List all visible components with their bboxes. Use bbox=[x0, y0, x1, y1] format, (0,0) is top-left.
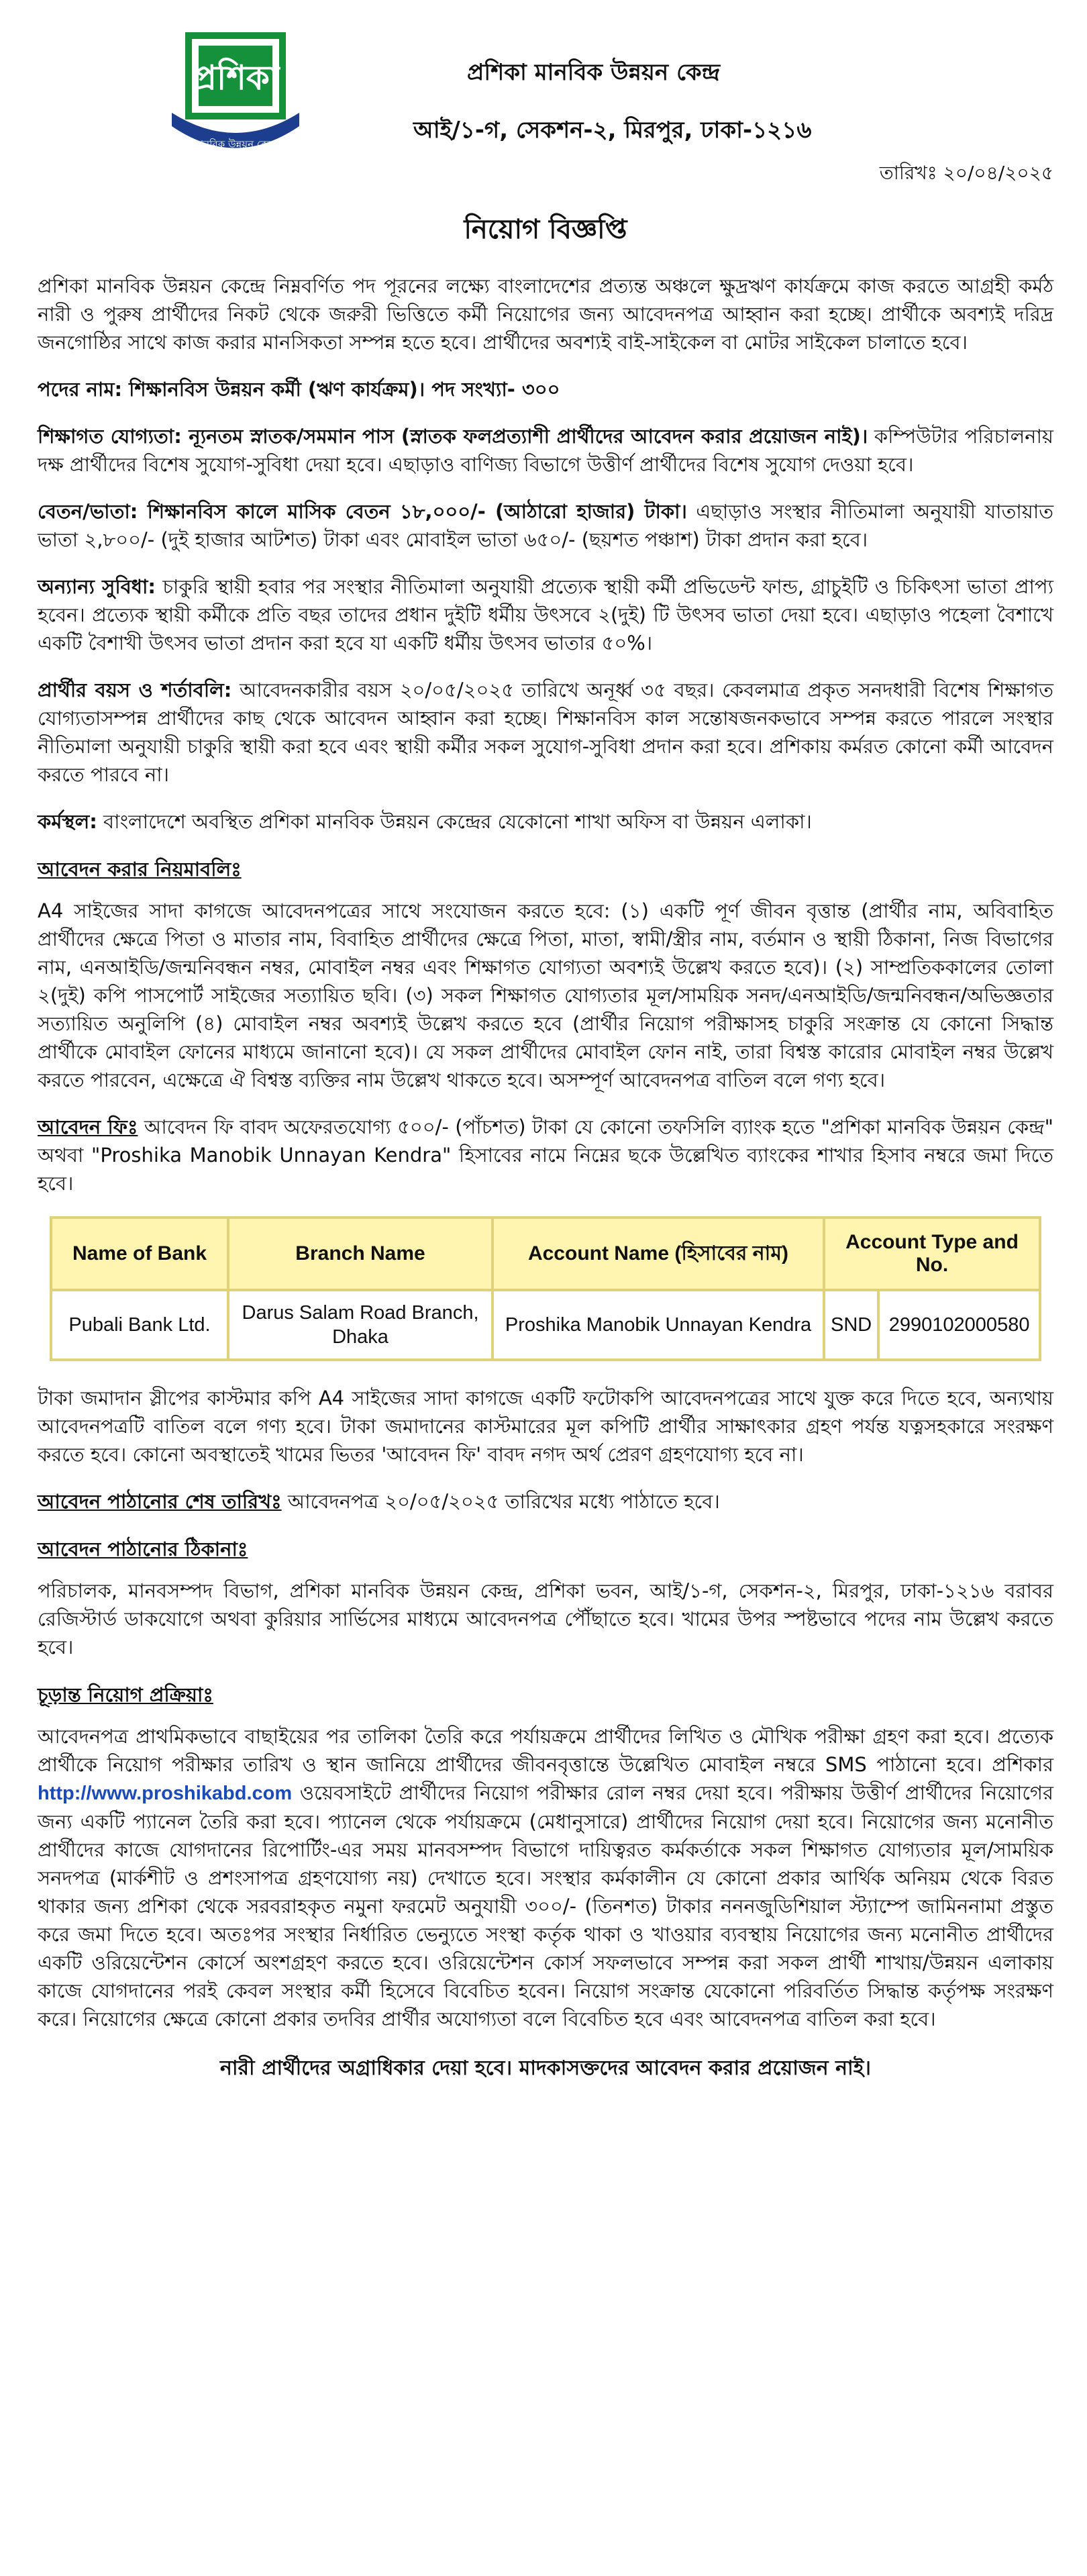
fee-paragraph bbox=[38, 1113, 1053, 1197]
salary-label: বেতন/ভাতা: bbox=[38, 500, 138, 523]
deadline-label: আবেদন পাঠানোর শেষ তারিখঃ bbox=[38, 1490, 282, 1513]
account-type-cell: SND bbox=[824, 1290, 878, 1360]
job-circular-page bbox=[38, 20, 1053, 2086]
logo-text: প্রশিকা bbox=[191, 58, 280, 97]
benefits-paragraph bbox=[38, 573, 1053, 657]
website-link[interactable]: http://www.proshikabd.com bbox=[38, 1783, 293, 1804]
fee-label: আবেদন ফিঃ bbox=[38, 1116, 138, 1138]
table-header-row bbox=[51, 1218, 1040, 1290]
organization-name: প্রশিকা মানবিক উন্নয়ন কেন্দ্র bbox=[467, 59, 721, 86]
branch-name-cell: Darus Salam Road Branch, Dhaka bbox=[228, 1290, 493, 1360]
bank-account-table bbox=[50, 1216, 1041, 1361]
organization-address: আই/১-গ, সেকশন-২, মিরপুর, ঢাকা-১২১৬ bbox=[413, 117, 812, 144]
table-row bbox=[51, 1290, 1040, 1360]
benefits-label: অন্যান্য সুবিধা: bbox=[38, 575, 156, 598]
salary-text: এছাড়াও সংস্থার নীতিমালা অনুযায়ী যাতায়াত ভাতা ২,৮০০/- (দুই হাজার আটশত) টাকা এবং মোবাইল ভাতা ৬৫০/- (ছয়শত পঞ্চাশ) টাকা প্রদান করা হবে। bbox=[38, 500, 1053, 551]
header-branch-name: Branch Name bbox=[228, 1218, 493, 1290]
age-text: আবেদনকারীর বয়স ২০/০৫/২০২৫ তারিখে অনূর্ধ্ব ৩৫ বছর। কেবলমাত্র প্রকৃত সনদধারী বিশেষ শিক্ষাগত যোগ্যতাসম্পন্ন প্রার্থীদের কাছ থেকে আবেদন আহ্বান করা হচ্ছে। শিক্ষানবিস কাল সন্তোষজনকভাবে সম্পন্ন করতে পারলে সংস্থার নীতিমালা অনুযায়ী চাকুরি স্থায়ী করা হবে এবং স্থায়ী কর্মীর সকল সুযোগ-সুবিধা প্রদান করা হবে। প্রশিকায় কর্মরত কোনো কর্মী আবেদন করতে পারবে না। bbox=[38, 679, 1054, 786]
benefits-text: চাকুরি স্থায়ী হবার পর সংস্থার নীতিমালা অনুযায়ী প্রত্যেক স্থায়ী কর্মী প্রভিডেন্ট ফান্ড, গ্রাচুইটি ও চিকিৎসা ভাতা প্রাপ্য হবেন। প্রত্যেক স্থায়ী কর্মীকে প্রতি বছর তাদের প্রধান দুইটি ধর্মীয় উৎসবে ২(দুই) টি উৎসব ভাতা দেয়া হবে। এছাড়াও পহেলা বৈশাখে একটি বৈশাখী উৎসব ভাতা প্রদান করা হবে যা একটি ধর্মীয় উৎসব ভাতার ৫০%। bbox=[38, 575, 1053, 654]
rules-paragraph: A4 সাইজের সাদা কাগজে আবেদনপত্রের সাথে সংযোজন করতে হবে: (১) একটি পূর্ণ জীবন বৃত্তান্ত (প্রার্থীর নাম, অবিবাহিত প্রার্থীদের ক্ষেত্রে পিতা ও মাতার নাম, বিবাহিত প্রার্থীদের ক্ষেত্রে পিতা, মাতা, স্বামী/স্ত্রীর নাম, বর্তমান ও স্থায়ী ঠিকানা, নিজ বিভাগের নাম, এনআইডি/জন্মনিবন্ধন নম্বর, মোবাইল নম্বর এবং শিক্ষাগত যোগ্যতা অবশ্যই উল্লেখ করতে হবে)। (২) সাম্প্রতিককালের তোলা ২(দুই) কপি পাসপোর্ট সাইজের সত্যায়িত ছবি। (৩) সকল শিক্ষাগত যোগ্যতার মূল/সাময়িক সনদ/এনআইডি/জন্মনিবন্ধন/অভিজ্ঞতার সত্যায়িত অনুলিপি (৪) মোবাইল নম্বর অবশ্যই উল্লেখ করতে হবে (প্রার্থীর নিয়োগ পরীক্ষাসহ চাকুরি সংক্রান্ত যে কোনো সিদ্ধান্ত প্রার্থীকে মোবাইল ফোনের মাধ্যমে জানানো হবে)। যে সকল প্রার্থীদের মোবাইল ফোন নাই, তারা বিশ্বস্ত কারোর মোবাইল নম্বর উল্লেখ করতে পারবেন, এক্ষেত্রে ঐ বিশ্বস্ত ব্যক্তির নাম উল্লেখ থাকতে হবে। অসম্পূর্ণ আবেদনপত্র বাতিল বলে গণ্য হবে। bbox=[38, 899, 1053, 1091]
logo-tagline: মানবিক উন্নয়ন কেন্দ্র bbox=[195, 138, 276, 150]
intro-paragraph: প্রশিকা মানবিক উন্নয়ন কেন্দ্রে নিম্নবর্ণিত পদ পূরনের লক্ষ্যে বাংলাদেশের প্রত্যন্ত অঞ্চলে ক্ষুদ্রঋণ কার্যক্রমে কাজ করতে আগ্রহী কর্মঠ নারী ও পুরুষ প্রার্থীদের নিকট থেকে জরুরী ভিত্তিতে কর্মী নিয়োগের জন্য আবেদনপত্র আহ্বান করা হচ্ছে। প্রার্থীকে অবশ্যই দরিদ্র জনগোষ্ঠির সাথে কাজ করার মানসিকতা সম্পন্ন হতে হবে। প্রার্থীদের অবশ্যই বাই-সাইকেল বা মোটর সাইকেল চালাতে হবে। bbox=[38, 275, 1053, 354]
process-paragraph bbox=[38, 1722, 1053, 2033]
notice-title: নিয়োগ বিজ্ঞপ্তি bbox=[464, 214, 627, 245]
post-line: পদের নাম: শিক্ষানবিস উন্নয়ন কর্মী (ঋণ কার্যক্রম)। পদ সংখ্যা- ৩০০ bbox=[38, 378, 560, 401]
header-account-name: Account Name (হিসাবের নাম) bbox=[493, 1218, 824, 1290]
letterhead bbox=[38, 20, 1053, 184]
address-paragraph: পরিচালক, মানবসম্পদ বিভাগ, প্রশিকা মানবিক উন্নয়ন কেন্দ্র, প্রশিকা ভবন, আই/১-গ, সেকশন-২, মিরপুর, ঢাকা-১২১৬ বরাবর রেজিস্টার্ড ডাকযোগে অথবা কুরিয়ার সার্ভিসের মাধ্যমে আবেদনপত্র পৌঁছাতে হবে। খামের উপর স্পষ্টভাবে পদের নাম উল্লেখ করতে হবে। bbox=[38, 1579, 1053, 1658]
deposit-note-paragraph: টাকা জমাদান স্লীপের কাস্টমার কপি A4 সাইজের সাদা কাগজে একটি ফটোকপি আবেদনপত্রের সাথে যুক্ত করে দিতে হবে, অন্যথায় আবেদনপত্রটি বাতিল বলে গণ্য হবে। টাকা জমাদানের কাস্টমারের মূল কপিটি প্রার্থীর সাক্ষাৎকার গ্রহণ পর্যন্ত যত্নসহকারে সংরক্ষণ করতে হবে। কোনো অবস্থাতেই খামের ভিতর 'আবেদন ফি' বাবদ নগদ অর্থ প্রেরণ গ্রহণযোগ্য হবে না। bbox=[38, 1387, 1053, 1466]
workplace-paragraph bbox=[38, 807, 1053, 836]
deadline-paragraph bbox=[38, 1487, 1053, 1516]
process-heading: চূড়ান্ত নিয়োগ প্রক্রিয়াঃ bbox=[38, 1683, 213, 1706]
age-paragraph bbox=[38, 676, 1053, 789]
account-name-cell: Proshika Manobik Unnayan Kendra bbox=[493, 1290, 824, 1360]
footer-note: নারী প্রার্থীদের অগ্রাধিকার দেয়া হবে। মাদকাসক্তদের আবেদন করার প্রয়োজন নাই। bbox=[219, 2057, 872, 2080]
bank-name-cell: Pubali Bank Ltd. bbox=[51, 1290, 228, 1360]
header-bank-name: Name of Bank bbox=[51, 1218, 228, 1290]
salary-amount: শিক্ষানবিস কালে মাসিক বেতন ১৮,০০০/- (আঠারো হাজার) টাকা। bbox=[138, 500, 687, 523]
workplace-text: বাংলাদেশে অবস্থিত প্রশিকা মানবিক উন্নয়ন কেন্দ্রের যেকোনো শাখা অফিস বা উন্নয়ন এলাকা। bbox=[97, 810, 812, 833]
proshika-logo bbox=[158, 32, 313, 170]
rules-heading: আবেদন করার নিয়মাবলিঃ bbox=[38, 858, 242, 881]
salary-paragraph bbox=[38, 497, 1053, 554]
education-paragraph bbox=[38, 422, 1053, 479]
process-text-after: ওয়েবসাইটে প্রার্থীদের নিয়োগ পরীক্ষার রোল নম্বর দেয়া হবে। পরীক্ষায় উত্তীর্ণ প্রার্থীদের নিয়োগের জন্য একটি প্যানেল তৈরি করা হবে। প্যানেল থেকে পর্যায়ক্রমে (মেধানুসারে) প্রার্থীদের নিয়োগ দেয়া হবে। নিয়োগের জন্য মনোনীত প্রার্থীদের কাজে যোগদানের রিপোর্টিং-এর সময় মানবসম্পদ বিভাগে দায়িত্বরত কর্মকর্তাকে সকল শিক্ষাগত যোগ্যতার মূল/সাময়িক সনদপত্র (মার্কশীট ও প্রশংসাপত্র গ্রহণযোগ্য নয়) দেখাতে হবে। সংস্থার কর্মকালীন যে কোনো প্রকার আর্থিক অনিয়ম থেকে বিরত থাকার জন্য প্রশিকা থেকে সরবরাহকৃত নমুনা ফরমেট অনুযায়ী ৩০০/- (তিনশত) টাকার নননজুডিশিয়াল স্ট্যাম্পে জামিননামা প্রস্তুত করে জমা দিতে হবে। অতঃপর সংস্থার নির্ধারিত ভেন্যুতে সংস্থা কর্তৃক থাকা ও খাওয়ার ব্যবস্থায় নিয়োগের জন্য মনোনীত প্রার্থীদের একটি ওরিয়েন্টেশন কোর্সে অংশগ্রহণ করতে হবে। ওরিয়েন্টেশন কোর্স সফলভাবে সম্পন্ন করা সকল প্রার্থী শাখায়/উন্নয়ন এলাকায় কাজে যোগদানের পরই কেবল সংস্থার কর্মী হিসেবে বিবেচিত হবেন। নিয়োগ সংক্রান্ত যেকোনো পরিবর্তিত সিদ্ধান্ত কর্তৃপক্ষ সংরক্ষণ করে। নিয়োগের ক্ষেত্রে কোনো প্রকার তদবির প্রার্থীর অযোগ্যতা বলে বিবেচিত হবে এবং আবেদনপত্র বাতিল করা হবে। bbox=[38, 1781, 1053, 2030]
process-text-before: আবেদনপত্র প্রাথমিকভাবে বাছাইয়ের পর তালিকা তৈরি করে পর্যায়ক্রমে প্রার্থীদের লিখিত ও মৌখিক পরীক্ষা গ্রহণ করা হবে। প্রত্যেক প্রার্থীকে নিয়োগ পরীক্ষার তারিখ ও স্থান জানিয়ে প্রার্থীদের জীবনবৃত্তান্তে উল্লেখিত মোবাইল নম্বরে SMS পাঠানো হবে। প্রশিকার bbox=[38, 1725, 1053, 1776]
education-text: কম্পিউটার পরিচালনায় দক্ষ প্রার্থীদের বিশেষ সুযোগ-সুবিধা দেয়া হবে। এছাড়াও বাণিজ্য বিভাগে উত্তীর্ণ প্রার্থীদের বিশেষ সুযোগ দেওয়া হবে। bbox=[38, 425, 1053, 476]
workplace-label: কর্মস্থল: bbox=[38, 810, 97, 833]
fee-text: আবেদন ফি বাবদ অফেরতযোগ্য ৫০০/- (পাঁচশত) টাকা যে কোনো তফসিলি ব্যাংক হতে "প্রশিকা মানবিক উন্নয়ন কেন্দ্র" অথবা "Proshika Manobik Unnayan Kendra" হিসাবের নামে নিম্নের ছকে উল্লেখিত ব্যাংকের শাখার হিসাব নম্বরে জমা দিতে হবে। bbox=[38, 1116, 1053, 1195]
education-requirement: ন্যূনতম স্নাতক/সমমান পাস (স্নাতক ফলপ্রত্যাশী প্রার্থীদের আবেদন করার প্রয়োজন নাই)। bbox=[181, 425, 868, 448]
education-label: শিক্ষাগত যোগ্যতা: bbox=[38, 425, 182, 448]
deadline-text: আবেদনপত্র ২০/০৫/২০২৫ তারিখের মধ্যে পাঠাতে হবে। bbox=[281, 1490, 720, 1513]
address-heading: আবেদন পাঠানোর ঠিকানাঃ bbox=[38, 1538, 248, 1561]
header-account-type-no: Account Type and No. bbox=[824, 1218, 1040, 1290]
account-number-cell: 2990102000580 bbox=[878, 1290, 1040, 1360]
age-label: প্রার্থীর বয়স ও শর্তাবলি: bbox=[38, 679, 232, 701]
notice-date: তারিখঃ ২০/০৪/২০২৫ bbox=[879, 162, 1053, 184]
